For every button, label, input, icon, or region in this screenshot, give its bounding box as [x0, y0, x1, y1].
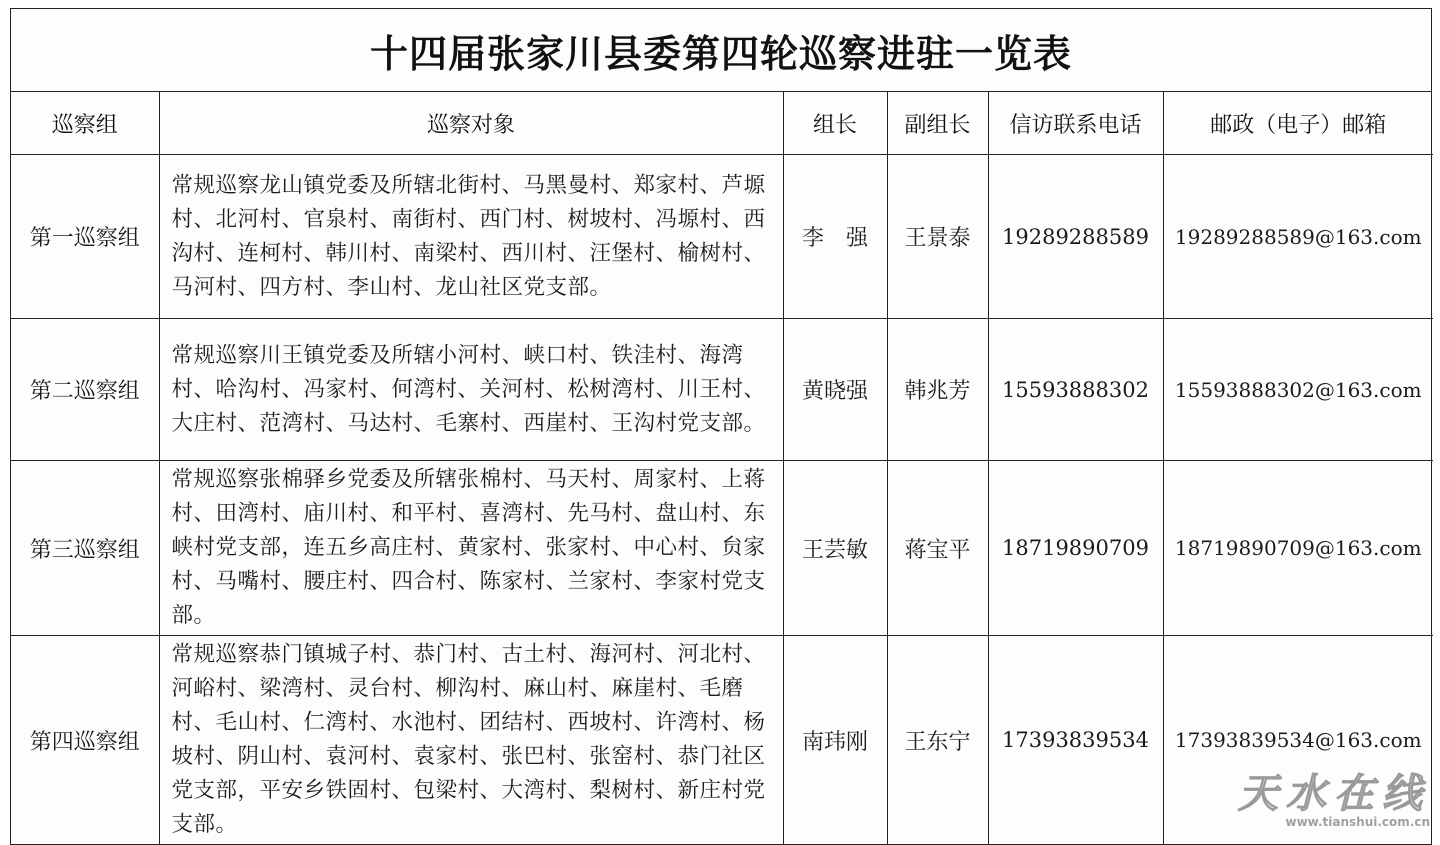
inspection-targets: 常规巡察龙山镇党委及所辖北街村、马黑曼村、郑家村、芦塬村、北河村、官泉村、南街村、西门村、树坡村、冯塬村、西沟村、连柯村、韩川村、南梁村、西川村、汪堡村、榆树村、马河村、四方村、李山村、龙山社区党支部。 [159, 155, 783, 319]
watermark-url: www.tianshui.com.cn [1285, 815, 1430, 829]
header-target: 巡察对象 [159, 92, 783, 155]
deputy-name: 王东宁 [887, 636, 988, 845]
inspection-targets: 常规巡察张棉驿乡党委及所辖张棉村、马天村、周家村、上蒋村、田湾村、庙川村、和平村、喜湾村、先马村、盘山村、东峡村党支部，连五乡高庄村、黄家村、张家村、中心村、贠家村、马嘴村、腰庄村、四合村、陈家村、兰家村、李家村党支部。 [159, 461, 783, 636]
group-name: 第二巡察组 [11, 319, 159, 461]
leader-name: 李 强 [783, 155, 887, 319]
inspection-table-document [10, 8, 1432, 845]
document-title: 十四届张家川县委第四轮巡察进驻一览表 [11, 9, 1431, 92]
table-row [11, 636, 1433, 845]
table-header-row [11, 92, 1433, 155]
leader-name: 南玮刚 [783, 636, 887, 845]
leader-name: 王芸敏 [783, 461, 887, 636]
email-address: 15593888302@163.com [1163, 319, 1433, 461]
header-group: 巡察组 [11, 92, 159, 155]
phone-number: 19289288589 [988, 155, 1163, 319]
email-address: 17393839534@163.com [1163, 636, 1433, 845]
group-name: 第四巡察组 [11, 636, 159, 845]
email-address: 19289288589@163.com [1163, 155, 1433, 319]
header-deputy: 副组长 [887, 92, 988, 155]
table-row [11, 461, 1433, 636]
group-name: 第一巡察组 [11, 155, 159, 319]
header-email: 邮政（电子）邮箱 [1163, 92, 1433, 155]
group-name: 第三巡察组 [11, 461, 159, 636]
leader-name: 黄晓强 [783, 319, 887, 461]
watermark-text: 天水在线 [1238, 771, 1430, 817]
header-phone: 信访联系电话 [988, 92, 1163, 155]
deputy-name: 韩兆芳 [887, 319, 988, 461]
table-row [11, 155, 1433, 319]
deputy-name: 王景泰 [887, 155, 988, 319]
inspection-targets: 常规巡察川王镇党委及所辖小河村、峡口村、铁洼村、海湾村、哈沟村、冯家村、何湾村、关河村、松树湾村、川王村、大庄村、范湾村、马达村、毛寨村、西崖村、王沟村党支部。 [159, 319, 783, 461]
header-leader: 组长 [783, 92, 887, 155]
email-address: 18719890709@163.com [1163, 461, 1433, 636]
inspection-table [11, 92, 1433, 844]
phone-number: 17393839534 [988, 636, 1163, 845]
phone-number: 15593888302 [988, 319, 1163, 461]
table-row [11, 319, 1433, 461]
phone-number: 18719890709 [988, 461, 1163, 636]
inspection-targets: 常规巡察恭门镇城子村、恭门村、古土村、海河村、河北村、河峪村、梁湾村、灵台村、柳沟村、麻山村、麻崖村、毛磨村、毛山村、仁湾村、水池村、团结村、西坡村、许湾村、杨坡村、阴山村、袁河村、袁家村、张巴村、张窑村、恭门社区党支部，平安乡铁固村、包梁村、大湾村、梨树村、新庄村党支部。 [159, 636, 783, 845]
deputy-name: 蒋宝平 [887, 461, 988, 636]
